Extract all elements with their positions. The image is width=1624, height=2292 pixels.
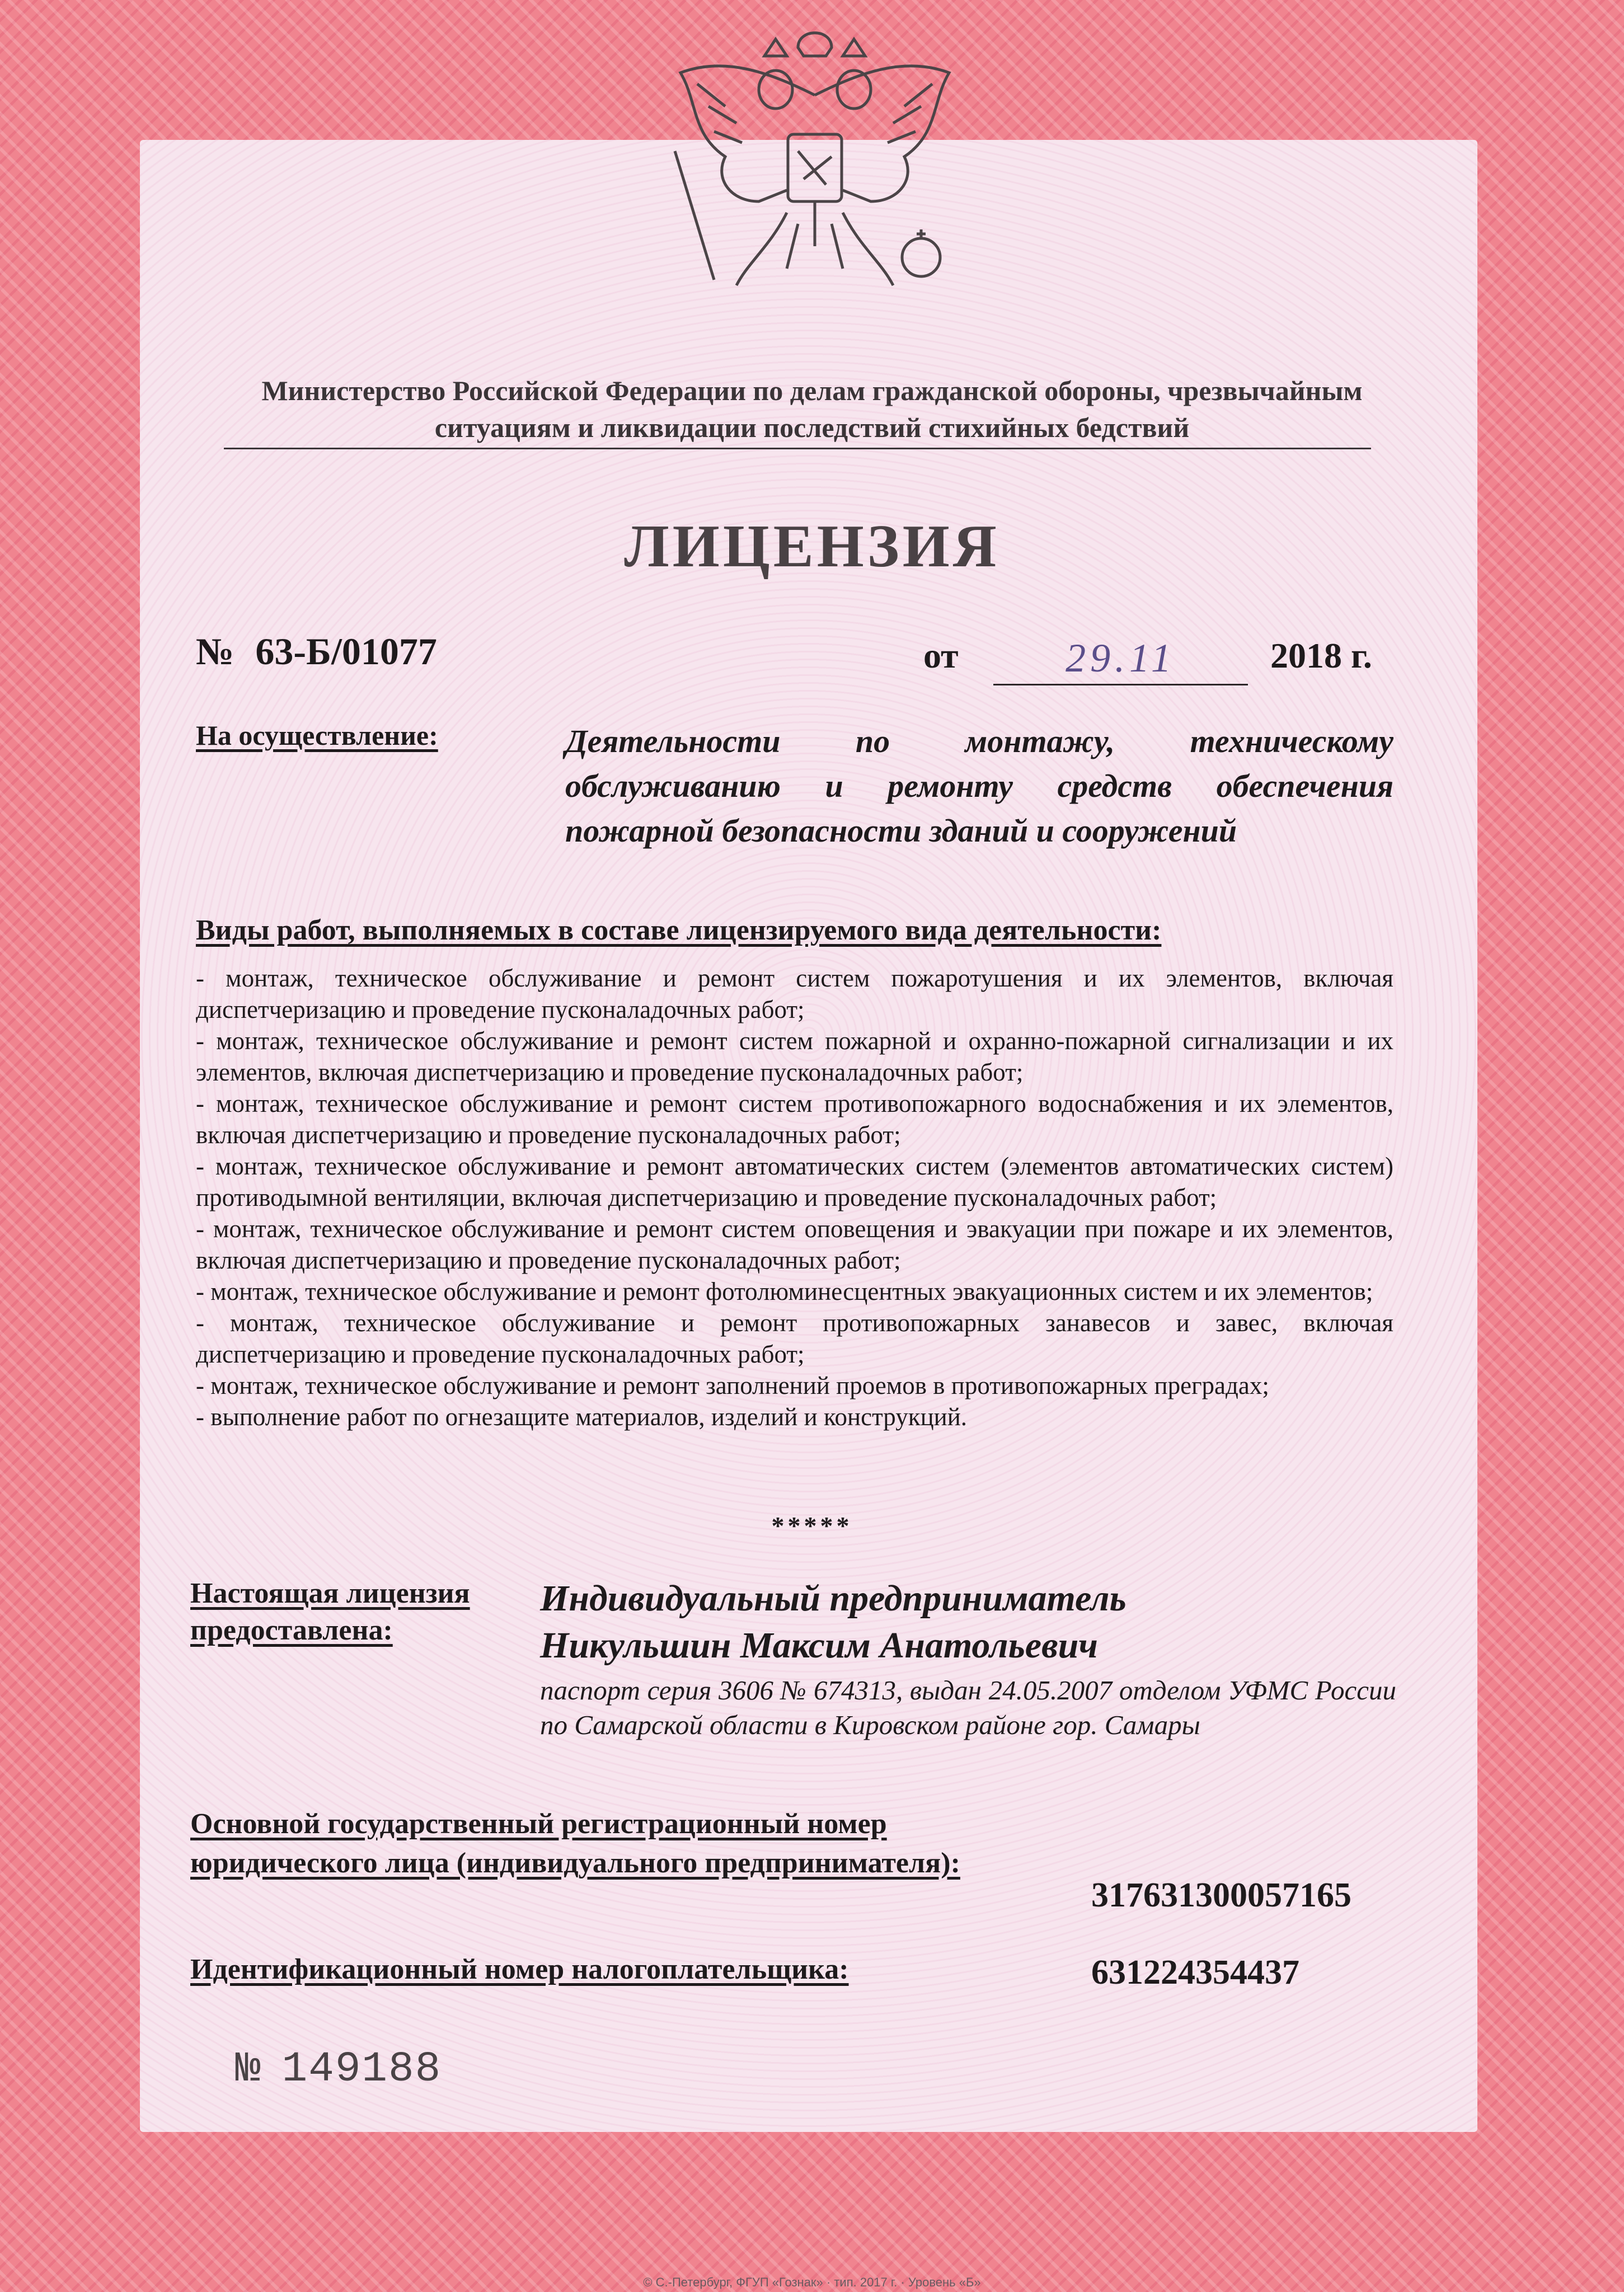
document-title: ЛИЦЕНЗИЯ [624, 513, 1000, 580]
serial-sign: № [235, 2045, 262, 2093]
work-item: - монтаж, техническое обслуживание и ремонт заполнений проемов в противопожарных преградах; [196, 1372, 1269, 1399]
holder-type: Индивидуальный предприниматель [540, 1578, 1127, 1619]
work-item: - монтаж, техническое обслуживание и ремонт автоматических систем (элементов автоматических систем) противодымной вентиляции, включая диспетчеризацию и проведение пусконаладочных работ; [196, 1152, 1393, 1211]
passport-details: паспорт серия 3606 № 674313, выдан 24.05.2007 отделом УФМС России по Самарской области в Кировском районе гор. Самары [540, 1675, 1396, 1740]
handwritten-date: 29.11 [1066, 636, 1176, 680]
license-number [196, 630, 437, 674]
serial-value: 149188 [281, 2045, 442, 2093]
work-item: - монтаж, техническое обслуживание и ремонт систем пожарной и охранно-пожарной сигнализации и их элементов, включая диспетчеризацию и проведение пусконаладочных работ; [196, 1027, 1393, 1086]
holder-name: Никульшин Максим Анатольевич [540, 1625, 1098, 1666]
works-title: Виды работ, выполняемых в составе лицензируемого вида деятельности: [196, 914, 1162, 946]
ministry-underline [224, 448, 1371, 449]
form-serial-number [235, 2045, 442, 2093]
date-prefix: от [923, 636, 959, 675]
ogrn-value: 317631300057165 [1091, 1876, 1351, 1914]
number-sign: № [196, 630, 234, 673]
works-list [196, 962, 1393, 1432]
date-year: 2018 г. [1270, 636, 1372, 675]
ministry-name: Министерство Российской Федерации по делам гражданской обороны, чрезвычайным ситуациям и ликвидации последствий стихийных бедствий [261, 375, 1363, 443]
inn-value: 631224354437 [1091, 1953, 1299, 1992]
granted-label: Настоящая лицензия предоставлена: [190, 1577, 470, 1646]
work-item: - монтаж, техническое обслуживание и ремонт противопожарных занавесов и завес, включая диспетчеризацию и проведение пусконаладочных работ; [196, 1309, 1393, 1368]
license-holder [540, 1575, 1379, 1669]
date-underline [993, 684, 1248, 685]
purpose-text: Деятельности по монтажу, техническому обслуживанию и ремонту средств обеспечения пожарной безопасности зданий и сооружений [565, 723, 1393, 849]
work-item: - монтаж, техническое обслуживание и ремонт систем противопожарного водоснабжения и их элементов, включая диспетчеризацию и проведение пусконаладочных работ; [196, 1089, 1393, 1149]
coat-of-arms-icon [658, 22, 971, 319]
work-item: - монтаж, техническое обслуживание и ремонт фотолюминесцентных эвакуационных систем и их элементов; [196, 1277, 1373, 1305]
separator-stars: ***** [771, 1511, 853, 1540]
license-number-value: 63-Б/01077 [255, 630, 437, 673]
work-item: - монтаж, техническое обслуживание и ремонт систем пожаротушения и их элементов, включая диспетчеризацию и проведение пусконаладочных работ; [196, 964, 1393, 1023]
printer-imprint: © С.-Петербург, ФГУП «Гознак» · тип. 2017 г. · Уровень «Б» [643, 2275, 981, 2289]
ogrn-label: Основной государственный регистрационный номер юридического лица (индивидуального предпринимателя): [190, 1808, 960, 1879]
purpose-label: На осуществление: [196, 720, 438, 751]
inn-label: Идентификационный номер налогоплательщика: [190, 1953, 849, 1985]
work-item: - выполнение работ по огнезащите материалов, изделий и конструкций. [196, 1403, 968, 1431]
work-item: - монтаж, техническое обслуживание и ремонт систем оповещения и эвакуации при пожаре и их элементов, включая диспетчеризацию и проведение пусконаладочных работ; [196, 1215, 1393, 1274]
